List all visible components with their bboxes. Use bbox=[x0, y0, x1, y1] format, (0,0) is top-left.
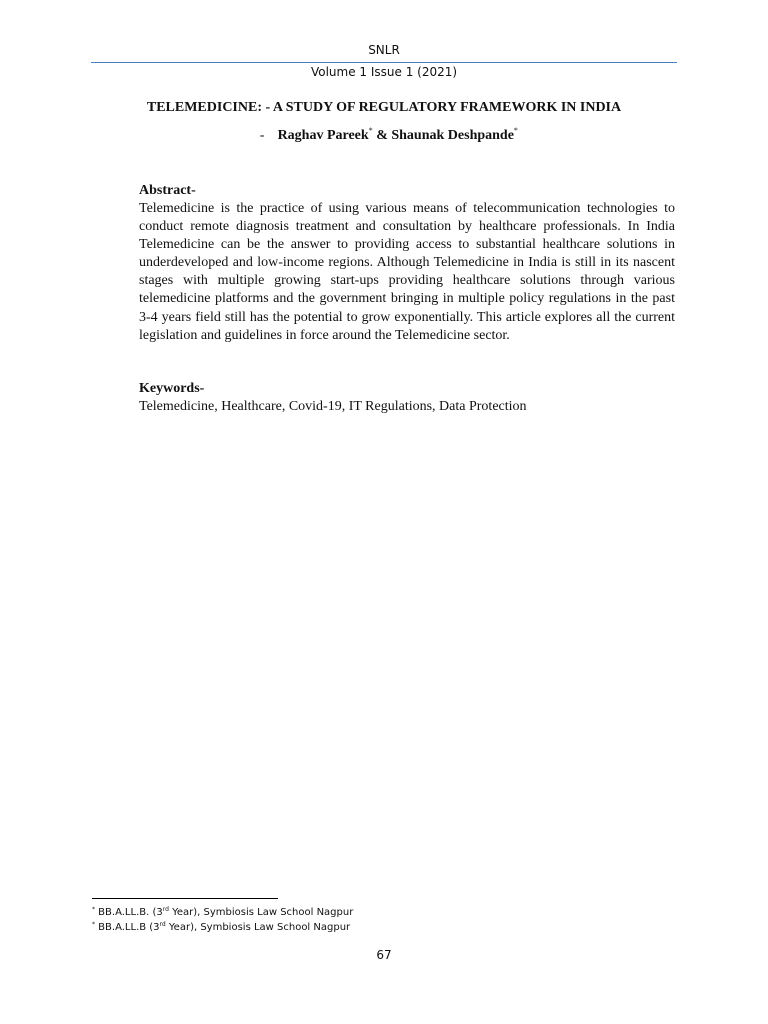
footnote-1-mark: * bbox=[92, 906, 95, 913]
volume-issue: Volume 1 Issue 1 (2021) bbox=[310, 65, 458, 79]
keywords-heading: Keywords- bbox=[139, 381, 205, 396]
footnote-1 bbox=[92, 905, 676, 920]
author-byline bbox=[0, 127, 768, 145]
paper-title: TELEMEDICINE: - A STUDY OF REGULATORY FRAMEWORK IN INDIA bbox=[146, 100, 622, 115]
keywords-list: Telemedicine, Healthcare, Covid-19, IT Regulations, Data Protection bbox=[139, 399, 527, 414]
footnote-1-text-before: BB.A.LL.B. (3 bbox=[95, 907, 163, 918]
abstract-heading: Abstract- bbox=[139, 183, 196, 198]
author-1-footnote-mark: * bbox=[368, 126, 373, 135]
page-number: 67 bbox=[376, 948, 392, 962]
abstract-body: Telemedicine is the practice of using various means of telecommunication technologies to conduct remote diagnosis treatment and consultation by healthcare professionals. In India Telemedicine can be the answer to providing access to substantial healthcare solutions in underdeveloped and low-income regions. Although Telemedicine in India is still in its nascent stages with multiple growing start-ups providing healthcare solutions through various telemedicine platforms and the government bringing in multiple policy regulations in the past 3-4 years field still has the potential to grow exponentially. This article explores all the current legislation and guidelines in force around the Telemedicine sector. bbox=[139, 201, 675, 343]
author-separator: & bbox=[372, 128, 392, 143]
author-name-1: Raghav Pareek bbox=[277, 128, 369, 143]
footnote-2 bbox=[92, 920, 676, 935]
abstract-section bbox=[139, 182, 675, 345]
journal-name: SNLR bbox=[368, 43, 400, 57]
footnote-1-text-after: Year), Symbiosis Law School Nagpur bbox=[168, 907, 354, 918]
footnote-rule bbox=[92, 898, 278, 899]
footnote-2-mark: * bbox=[92, 921, 95, 928]
byline-dash: - bbox=[259, 128, 265, 143]
author-2-footnote-mark: * bbox=[513, 126, 518, 135]
keywords-section bbox=[139, 380, 675, 416]
footnote-2-text-before: BB.A.LL.B (3 bbox=[95, 922, 160, 933]
header-rule bbox=[91, 62, 677, 63]
footnote-2-text-after: Year), Symbiosis Law School Nagpur bbox=[165, 922, 351, 933]
author-name-2: Shaunak Deshpande bbox=[391, 128, 514, 143]
footnote-1-ordinal: rd bbox=[162, 906, 169, 913]
footnote-2-ordinal: rd bbox=[159, 921, 166, 928]
footnotes bbox=[92, 905, 676, 935]
